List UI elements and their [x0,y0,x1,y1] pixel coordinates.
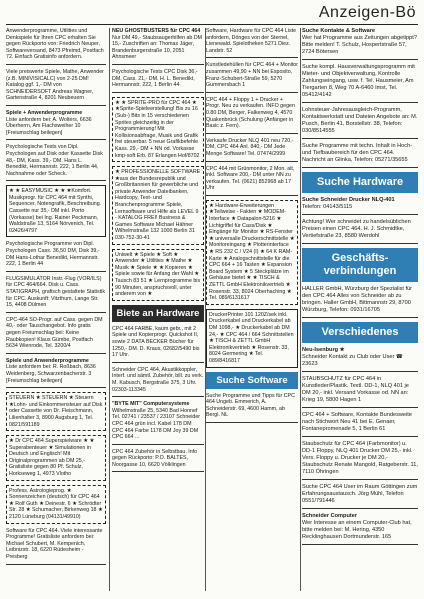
ad-text: Verkaufe Drucker NLQ 401 neu 720,- DM, CPC 464 Anl. 840,- DM Jede Menge Software! Tel. 07474/2999 [206,137,294,157]
classified-ad [302,219,418,244]
ad-heading: Suche Kontakte & Software [302,28,376,34]
ad-text: Suche Programme mit techn. Inhalt in Hoch- und Tiefbaubereich für den CPC 464. Nachricht an Glinka, Telefon: 05271/35655 [302,143,413,163]
ad-text: Software, Hardware für CPC 464 Liste anfordern, Dönges von der Sternel, Lienewald. Spielotheken 5271 Diez. Landstr. 52 [206,28,297,54]
ad-heading: ★ ★ EASYMUSIC ★ ★ ★ [9,188,72,195]
ad-heading: ★ Hardware-Erweiterungen ★ [209,202,275,216]
section-heading: Suche Software [206,372,298,389]
ad-text: Telefon: 04143/5115 [302,204,353,210]
ads-column-4 [302,28,418,591]
ad-text: CPC 464 FARBE, kaum gebr., mit 2 Spiele und Kopierprogr. Quickshot II, sowie 2 DATA BECKER Bücher für 1250,- DM. D. Kraus, 02682/5490 bis 17 Uhr. [112,325,200,359]
ads-column-3 [206,28,298,591]
classified-ad [302,513,418,545]
ad-heading: STEUERN ★ STEUERN ★ Steuern ★ [9,395,94,408]
classified-ad [6,276,106,313]
ad-text: Suche Programme und Tipps für CPC 464 Ungeb. Emmerich, A. Schneiderstr. 69, 4600 Hamm, ab Bergl. NL [206,392,295,419]
ad-text: Software für CPC 464. Viele interessante Programme! Gratisliste anfordern bei: Michael Schubert, M. Kempenich, Leibnizstr. 18, 6220 Rüdesheim - Presberg [6,527,103,560]
classified-ad [206,393,298,423]
ad-text: Komfort. Musikprogr. für CPC 464 mit Synthi, Sequencer, Notengrafik, Beschreibung. Cassette nur 35,- DM inkl. Porto (Vorkasse) bei Ing. Rainer Peckmann, Waldstraße 13, 5164 Nörvenich, Tel. 02426/4797 [9,188,102,234]
classified-ad [302,441,418,480]
ad-text: Printer 101 120Z/sek inkl. Druckerkabel und Druckerkabel ab DM 1098,- ★ Druckerkabel ab DM 24,- ★ CPC 464 / 664 Schnittstellen ★ TISCH & ZETTL GmbH Elektronikvertrieb ★ Rosenstr. 33, 8024 Germering ★ Tel. 089/8416817 [209,311,294,364]
ad-heading: Suche Schneider Drucker NLQ-401 [302,197,395,203]
ad-heading: NEU GHOSTBUSTERS für CPC 464 [112,28,201,34]
classified-ad [206,166,298,196]
ad-text: CPC-464 SO-Progr. auf Cass. gegen DM 40,- oder Tauschangebot. Info gratis gegen Freiumschlag bei: Keine Raubkopien! Klaus Gümbe, Postfach 5634 Wienrode, Tel. 3200/4 [6,316,103,350]
section-heading: Biete an Hardware [112,305,204,322]
classified-ad [112,367,204,397]
classified-ad [206,62,298,92]
classified-ad [6,144,106,181]
ad-text: Lohnsteuer-Jahresausgleich-Programm, Kontaktwerkstatt und Dateien Angebote an: M. Pusch, Berlin 41, Borstellstr. 38, Telefon: 030/8514555 [302,107,418,134]
ad-text: Schneider CPC 464, Akustikkoppler, Interf. und sämtl. Zubehör, bill. zu verk. M. Kabusch, Bergstraße 375, 3 Uhr. 02303-113345 [112,366,204,393]
classified-ad [206,97,298,134]
ad-text: Liste anfordern bei: R. Roßbach, 8636 Weidenberg, Schwarzenbacherstr. 3 [Freiumschlag beilegen] [6,364,96,384]
ad-text: CPC 464 mit Grünmonitor, 2 Mon. alt, inkl. Software 200,- DM unter NN zu verkaufen. Tel. (0621) 852968 ab 17 Uhr [206,165,295,192]
classified-ad [302,28,418,60]
ad-text: Suche CPC 464 User im Raum Göttingen zum Erfahrungsaustausch. Jörg Mühl, Telefon 0551/791446 [302,484,418,504]
ad-text: ★ Dr CPC 464 Superspielware ★ ★ Superabenteuer ★ Simulationen in Deutsch und Englisch! Mit Originalprogrammen ab DM 25,- Gratisliste gegen 80 Pf. Schulz, Horkseweg 1, 4973 Vlotho [9,438,95,478]
classified-ad [302,197,418,215]
ad-text: Sprite-Spieleerstellung! Bis zu 16 (Sub-) Bits in 15 verschiedenen Sprites gleichzeitig in der Programmierung! Mit Kollisionsabfrage, Musik und Grafik frei steuerbar. 5 neue Grafikbefehle Kass. 29,- DM + NN od. Vorkasse kmp-soft Erb. 87 Erlangen Hof/8702 [115,106,200,159]
ad-text: Viele preiswerte Spiele, Mathe, Anwender (z.B. MINIVISICALC) von 2-25 DM! Katalog ggf. 1,- DM von SCHNEIDERSOFT Andreas Wagner, Gartenstraße 4, 8201 Neubeuern [6,68,104,102]
ad-text: Schneider Kontakt zu Club oder User ☎ 23623 [302,354,403,367]
page-header [0,0,424,26]
ad-text: Uniwelt ★ Spiele ★ Soft ★ Anwender ★ Utilities ★ Mathe ★ Musik ★ Spiele ★ ★ Kopieren ★ Spiele sowie für Anfang der Wahl ★ Tausch 83 51 ★ Lernprogramme bis 90 Minuten, anspruchsvoll, unter anderem von ★ [115,251,201,298]
classified-ad [6,185,106,237]
ad-heading: Drucker [209,311,228,318]
classified-ad [112,28,204,65]
classified-ad [6,241,106,271]
classified-ad [302,286,418,318]
classified-ad [6,485,106,524]
ad-text: CPC 464 Zubehör in Selbstbau. Info gegen Rückporto: P.O. BALTES, Noorgasse 10, 6620 Völklingen [112,448,198,468]
classified-ad [302,64,418,103]
classified-ad [112,449,204,473]
ad-text: Wer Interesse an einem Computer-Club hat, bitte melden bei: M. Hering, 4350 Recklinghausen Dortmunderstr. 165 [302,520,412,540]
classified-ad [6,69,106,106]
ad-heading: ★ PROFESSIONELLE SOFTWARE ★ [115,169,201,182]
column-divider [109,28,110,591]
ads-column-1 [6,28,106,591]
ad-text: Staubschutz für CPC 464 (Farbmonitor) u. DD-1 Floppy, NLQ 401 Drucker DM 25,- inkl. Vers. Floppy u. Drucker je DM 20,- Staubschutz Renate Mangold, Ratgeberstr. 11, 7110 Öhringen [302,441,418,475]
section-heading: Geschäfts- verbindungen [302,248,418,282]
classified-ad [302,484,418,509]
ad-heading: Spiele und Anwenderprogramme [6,357,89,364]
column-divider [300,28,301,591]
header-rule [6,24,418,25]
ad-text: CPC 464 + Floppy 1 + Drucker + Progr. Neu zu verkaufen. INFO gegen 0.80 DM, Berger, Falkenweg 4, 4570 Quakenbrück (Schulung (Anfänger in Basic z. Fern). [206,96,295,130]
classified-ad [302,107,418,139]
page-title: Anzeigen-Bö [318,4,416,21]
ad-heading: Spiele + Anwenderprogramme [6,109,83,116]
classified-ad [112,249,204,301]
classified-ad [6,28,106,65]
classified-ad [112,326,204,363]
ad-text: FLUGSIMULATOR Instr.-Flug (VOR/ILS) für CPC 464/664. Disk u. Cass. STATIGRAPH, grafisch gestaltete Statistik für CPC. Auskunft: Vitzthum, Lange Str. 15, 4408 Dülmen [6,275,106,309]
ad-text: Psychologische Programme von Dipl. Psychologen Cass. 36,50 DM, Disk 39,- DM Hans-Lothar Benedikt, Hermannstr. 222, 1 Berlin 44 [6,241,100,268]
classified-ad [6,392,106,431]
classified-ad [112,97,204,162]
classified-ad [6,528,106,565]
classified-ad [302,143,418,168]
classified-ad [206,309,298,368]
ad-text: Psychologische Tests von Dipl. Psychologen auf Disk oder Kassette Disk 48,- DM, Kass. 39,- DM. Hans L. Benedikt, Hermannstr. 222, 1 Berlin 44, Nachnahme oder Scheck. [6,144,103,177]
classified-ad [112,166,204,245]
ad-text: Wilhelmstraße 25, 5340 Bad Honnef Tel. 02741 / 23537 / 23107 Schneider CPC 464 grün incl. Kabel 178 DM CPC 464 Farbe 1178 DM Joy 39 DM CPC 664 ... [112,407,201,441]
classified-ad [6,110,106,140]
section-heading: Suche Hardware [302,172,418,193]
ad-text: Wer hat Programme aus Zeitungen abgetippt? Bitte melden! T. Schulz, Hospertstraße 57, 2724 Bötersen [302,35,417,55]
ad-text: CPC 464 + Software, Kontakte Bundesweite nach Stichwort Neu 41 bei E. Genaer, Fontanepromenade 5, 1 Berlin 61 [302,412,412,432]
ad-text: Anwenderprogramme, Utilities und Denkspiele für Ihren CPC erhalten Sie gegen Rückporto von: Friedrich Neuper, Softwareversand, 8473 Pfreimd, Postfach 72. Einfach Gratisinfo anfordern. [6,28,104,61]
ad-text: Achtung! Wer schneidet zu handelsüblichen Preisen einen CPC 464. H. J. Schmidtke, Vertiefstraße 23, 8580 Werdohl [302,219,411,239]
classified-ad [206,138,298,162]
ad-text: Teilweise - Fakten ★ MODEM-Interface ★ Datapalon-5216 ★ Lichtgriffel für Cass/Disk ★ Eingänge für Monitor ★ RS-Fenster ★ universalle Druckerschnittstelle ★ Monitoreingang ★ Plotterinterface ★ RS 232 C / V24 (I) ★ 64 K RAM-Karte ★ Analogschnittstelle für die CPC 664 + 16 Tasten ★ Expansion Board System ★ 5 Steckplätze im Gehäuse bietet ★ ★ TISCH & ZETTL GmbH Elektronikvertrieb ★ Rosenstr. 33, 8024 Oberhaching ★ Tel. 089/6131617 [209,209,295,302]
ad-text: Lohn- und Einkommensteuer auf Disk oder Cassette von Dr. Fleischmann, Lilienhalter 3, 8900 Augsburg 1, Tel. 0821/591189 [9,401,103,428]
ad-text: Nur DM 49,- Staubsaugerhilfen ab DM 15,- Zuschriften an: Thomas Jäger, Brandenburgerstraße 10, 2051 Ahnsmeer [112,34,203,61]
ad-heading: Neu-Isenburg ★ [302,347,345,353]
ad-text: Suche kompl. Hausverwaltungsprogramm mit Mieter- und Objektverwaltung, Kontrolle Zahlungseingang, usw. f. Tel. Hausmeier, Am Tiergarten 8, Weg 70 A-6460 Imst, Tel. 05412/4142 [302,64,415,98]
classified-ad [302,412,418,437]
ad-text: Profess. Astrologieprog. ★ Sonnenzeichen (deutsch) für CPC 464 ★ Rolf Guth ★ Deinestr. 6 ★ Schrödter Str. 28 ★ Schumacher, Birkenweg 18 ★ 2120 Lüneburg (04131/49910) [9,487,103,521]
ad-heading: ★ ★ SPRITE-PRO für CPC 464 ★ ★ [115,99,197,113]
section-heading: Verschiedenes [302,322,418,343]
ad-text: Psychologische Tests CPC Disk 36,- DM, Cass. 21,- DM. H. L. Benedikt, Hermannstr. 222, 1 Berlin 44 [112,68,198,89]
ad-heading: "BYTE MIT" Computersysteme [112,401,190,408]
classified-ad [6,317,106,354]
classified-ad [6,358,106,388]
classified-ad [206,28,298,58]
ads-column-2 [112,28,204,591]
classified-ad [112,401,204,445]
ad-heading: Schneider Computer [302,513,358,519]
ad-text: STAUBSCHUTZ für CPC 464 in Kunstleder/Plastik. Textl. DD-1, NLQ 401 je DM 20,- inkl. Versand Vorkasse od. NN an: Krieg 19, 5800 Hagen 1 [302,376,409,403]
classified-ad [112,69,204,93]
ad-text: Kunstledehüllen für CPC 464 + Monitor zusammen 49,90 + NN bei Esposito, Franz-Schubert-Straße 59, 5270 Gummersbach 1 [206,62,298,89]
classified-ad [6,435,106,481]
ad-text: aus der Bundesrepublik und Großbritannien für gewerbliche und private Anwender Dateibanken, Hardcopy, Text- und Branchenprogramme Spiele, Lernsoftware und Hilfe als LEVEL 9 - KATALOG FREI! Business & Games Software Michael Hähner Wilhelmstraße 132 1000 Berlin 31 030-752-30-41 [115,175,199,242]
ad-text: Liste anfordern bei: A. Wolters, 6636 Überherrn, Am Flachsweiher 10 [Freiumschlag beilegen] [6,116,92,136]
ad-text: HALLER GmbH, Würzburg der Spezialist für den CPC 464 Alles von Schneider ab zu bringen. Haller GmbH, Bittmannstr 29, 8700 Würzburg, Telefon: 0931/16705 [302,286,413,313]
classified-ad [206,200,298,305]
classified-ad [302,347,418,372]
classified-ad [302,376,418,408]
